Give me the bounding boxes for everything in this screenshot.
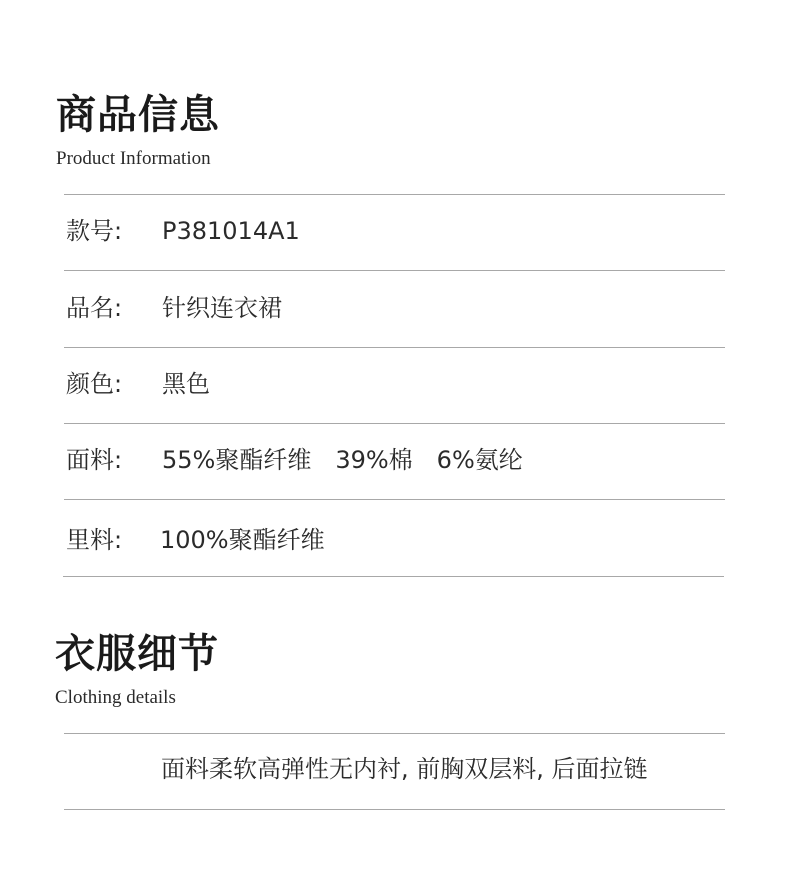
fabric-value: 55%聚酯纤维 39%棉 6%氨纶 bbox=[162, 446, 523, 474]
color-label: 颜色: bbox=[66, 370, 123, 398]
lining-value: 100%聚酯纤维 bbox=[160, 526, 325, 554]
clothing-details-title: 衣服细节 bbox=[55, 630, 219, 677]
divider bbox=[64, 347, 725, 348]
product-name-value: 针织连衣裙 bbox=[162, 294, 282, 322]
style-number-value: P381014A1 bbox=[162, 217, 300, 245]
divider bbox=[64, 270, 725, 271]
divider bbox=[63, 576, 724, 577]
divider bbox=[64, 733, 725, 734]
lining-label: 里料: bbox=[66, 526, 123, 554]
product-info-title: 商品信息 bbox=[56, 91, 220, 138]
fabric-label: 面料: bbox=[66, 446, 123, 474]
divider bbox=[64, 809, 725, 810]
clothing-details-text: 面料柔软高弹性无内衬, 前胸双层料, 后面拉链 bbox=[161, 755, 648, 783]
color-value: 黑色 bbox=[162, 370, 210, 398]
divider bbox=[64, 194, 725, 195]
product-name-label: 品名: bbox=[66, 294, 123, 322]
divider bbox=[64, 499, 725, 500]
product-info-subtitle: Product Information bbox=[56, 148, 211, 169]
divider bbox=[64, 423, 725, 424]
style-number-label: 款号: bbox=[66, 217, 123, 245]
clothing-details-subtitle: Clothing details bbox=[55, 687, 176, 708]
